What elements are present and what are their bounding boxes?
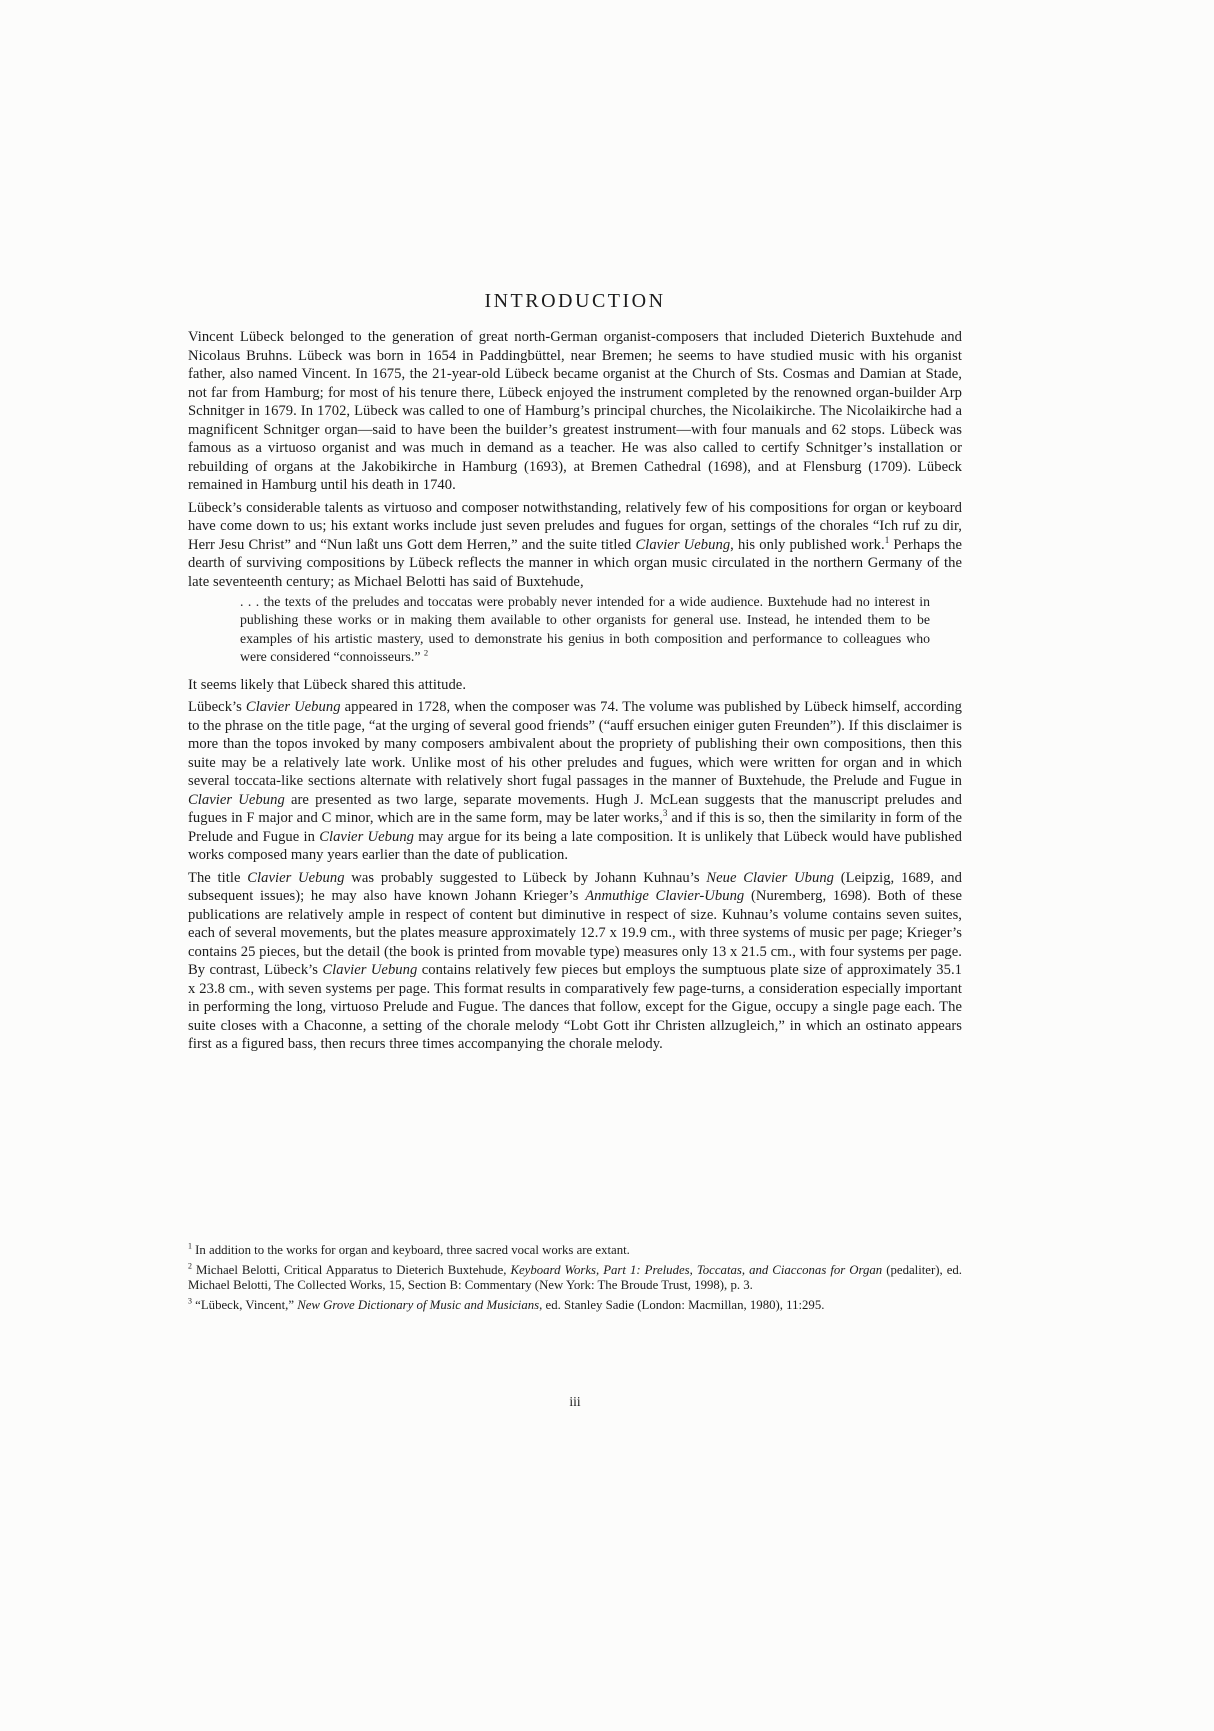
document-body: [188, 291, 962, 1054]
paragraph-title-origin: The title Clavier Uebung was probably suggested to Lübeck by Johann Kuhnau’s Neue Clavier Ubung (Leipzig, 1689, and subsequent issues); he may also have known Johann Krieger’s Anmuthige Clavier-Ubung (Nuremberg, 1698). Both of these publications are relatively ample in respect of content but diminutive in respect of size. Kuhnau’s volume contains seven suites, each of several movements, but the plates measure approximately 12.7 x 19.9 cm., with three systems of music per page; Krieger’s contains 25 pieces, but the detail (the book is printed from movable type) measures only 13 x 21.5 cm., with four systems per page. By contrast, Lübeck’s Clavier Uebung contains relatively few pieces but employs the sumptuous plate size of approximately 35.1 x 23.8 cm., with seven systems per page. This format results in comparatively few page-turns, a consideration especially important in performing the long, virtuoso Prelude and Fugue. The dances that follow, except for the Gigue, occupy a single page each. The suite closes with a Chaconne, a setting of the chorale melody “Lobt Gott ihr Christen allzugleich,” in which an ostinato appears first as a figured bass, then recurs three times accompanying the chorale melody.: [188, 869, 962, 1053]
paragraph-clavier-uebung-1728: Lübeck’s Clavier Uebung appeared in 1728, when the composer was 74. The volume was published by Lübeck himself, according to the phrase on the title page, “at the urging of several good friends” (“auff ersuchen einiger guten Freunden”). If this disclaimer is more than the topos invoked by many composers ambivalent about the propriety of publishing their own compositions, then this suite may be a relatively late work. Unlike most of his other preludes and fugues, which were written for organ and in which several toccata-like sections alternate with relatively short fugal passages in the manner of Buxtehude, the Prelude and Fugue in Clavier Uebung are presented as two large, separate movements. Hugh J. McLean suggests that the manuscript preludes and fugues in F major and C minor, which are in the same form, may be later works,$^3$ and if this is so, then the similarity in form of the Prelude and Fugue in Clavier Uebung may argue for its being a late composition. It is unlikely that Lübeck would have published works composed many years earlier than the date of publication.: [188, 699, 963, 864]
page-title: INTRODUCTION: [484, 290, 666, 312]
page-number: iii: [569, 1394, 581, 1409]
paragraph-shared-attitude: It seems likely that Lübeck shared this attitude.: [188, 676, 467, 693]
blockquote-belotti: . . . the texts of the preludes and toccatas were probably never intended for a wide audience. Buxtehude had no interest in publishing these works or in making them available to other organists for general use. Instead, he intended them to be examples of his artistic mastery, used to demonstrate his genius in both composition and performance to colleagues who were considered “connoisseurs.” $^2$: [240, 594, 930, 665]
footnote-2: $^2$ Michael Belotti, Critical Apparatus to Dieterich Buxtehude, Keyboard Works, Part 1: Preludes, Toccatas, and Ciacconas for Organ (pedaliter), ed. Michael Belotti, The Collected Works, 15, Section B: Commentary (New York: The Broude Trust, 1998), p. 3.: [188, 1261, 962, 1293]
footnotes-section: [188, 1243, 962, 1318]
paragraph-extant-works: Lübeck’s considerable talents as virtuoso and composer notwithstanding, relatively few of his compositions for organ or keyboard have come down to us; his extant works include just seven preludes and fugues for organ, settings of the chorales “Ich ruf zu dir, Herr Jesu Christ” and “Nun laßt uns Gott dem Herren,” and the suite titled Clavier Uebung, his only published work.$^1$ Perhaps the dearth of surviving compositions by Lübeck reflects the manner in which organ music circulated in the northern Germany of the late seventeenth century; as Michael Belotti has said of Buxtehude,: [188, 499, 962, 590]
footnote-1: $^1$ In addition to the works for organ and keyboard, three sacred vocal works are extant.: [188, 1241, 630, 1257]
paragraph-biography: Vincent Lübeck belonged to the generation of great north-German organist-composers that included Dieterich Buxtehude and Nicolaus Bruhns. Lübeck was born in 1654 in Paddingbüttel, near Bremen; he seems to have studied music with his organist father, also named Vincent. In 1675, the 21-year-old Lübeck became organist at the Church of Sts. Cosmas and Damian at Stade, not far from Hamburg; for most of his tenure there, Lübeck enjoyed the instrument completed by the renowned organ-builder Arp Schnitger in 1679. In 1702, Lübeck was called to one of Hamburg’s principal churches, the Nicolaikirche. The Nicolaikirche had a magnificent Schnitger organ—said to have been the builder’s greatest instrument—with four manuals and 62 stops. Lübeck was famous as a virtuoso organist and was much in demand as a teacher. He was also called to certify Schnitger’s installation or rebuilding of organs at the Jakobikirche in Hamburg (1693), at Bremen Cathedral (1698), and at Flensburg (1709). Lübeck remained in Hamburg until his death in 1740.: [188, 329, 962, 493]
footnote-3: $^3$ “Lübeck, Vincent,” New Grove Dictionary of Music and Musicians, ed. Stanley Sadie (London: Macmillan, 1980), 11:295.: [188, 1296, 825, 1313]
